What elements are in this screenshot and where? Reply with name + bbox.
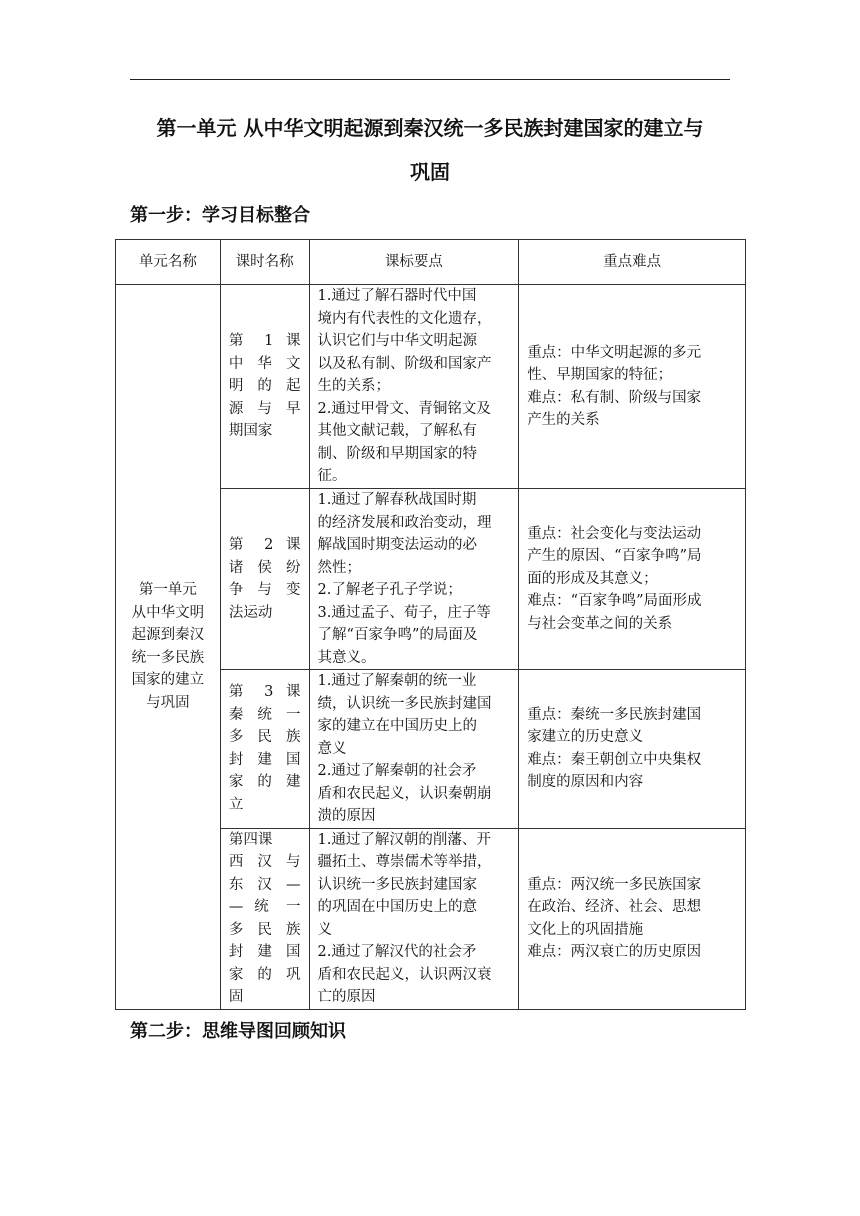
focus-line: 性、早期国家的特征； bbox=[527, 367, 673, 383]
unit-name-line: 起源到秦汉 bbox=[131, 627, 205, 644]
points-line: 认识它们与中华文明起源 bbox=[317, 333, 478, 350]
lesson-line: 第 3 课 bbox=[228, 684, 301, 701]
points-line: 的巩固在中国历史上的意 bbox=[317, 899, 478, 915]
lesson-line: 固 bbox=[228, 989, 244, 1005]
points-line: 以及私有制、阶级和国家产 bbox=[317, 355, 492, 372]
unit-name-cell bbox=[116, 285, 221, 1010]
points-line: 亡的原因 bbox=[317, 989, 376, 1005]
page-title-line2: 巩固 bbox=[410, 160, 450, 184]
points-line: 认识统一多民族封建国家 bbox=[317, 876, 478, 893]
unit-name-line: 第一单元 bbox=[138, 582, 197, 599]
points-line: 溃的原因 bbox=[317, 808, 376, 824]
lesson-line: 第四课 bbox=[228, 831, 273, 848]
lesson-line: 秦 统 一 bbox=[228, 706, 301, 723]
page-title-line1: 第一单元 从中华文明起源到秦汉统一多民族封建国家的建立与 bbox=[156, 116, 704, 140]
points-line: 1.通过了解石器时代中国 bbox=[317, 288, 477, 305]
lesson-line: 封 建 国 bbox=[228, 944, 301, 960]
lesson-line: 争 与 变 bbox=[228, 582, 301, 598]
lesson-line: 西 汉 与 bbox=[228, 854, 301, 870]
lesson-line: 明 的 起 bbox=[228, 378, 301, 395]
step2-heading: 第二步：思维导图回顾知识 bbox=[130, 1021, 346, 1042]
points-line: 境内有代表性的文化遗存， bbox=[317, 310, 492, 327]
header-key-points: 课标要点 bbox=[309, 240, 519, 285]
focus-line: 产生的关系 bbox=[527, 412, 600, 428]
table-header-row bbox=[116, 240, 746, 285]
points-line: 1.通过了解汉朝的削藩、开 bbox=[317, 831, 491, 848]
focus-line: 重点：秦统一多民族封建国 bbox=[527, 706, 702, 723]
points-line: 解战国时期变法运动的必 bbox=[317, 537, 478, 553]
lesson-line: 多 民 族 bbox=[228, 729, 301, 746]
points-line: 盾和农民起义，认识秦朝崩 bbox=[317, 785, 492, 802]
points-line: 2.通过甲骨文、青铜铭文及 bbox=[317, 400, 491, 417]
points-line: 然性； bbox=[317, 559, 362, 576]
key-points-cell bbox=[309, 670, 519, 829]
header-lesson-name: 课时名称 bbox=[220, 240, 309, 285]
focus-line: 在政治、经济、社会、思想 bbox=[527, 899, 702, 915]
lesson-line: 第 1 课 bbox=[228, 333, 301, 350]
unit-name-line: 国家的建立 bbox=[131, 672, 205, 689]
points-line: 2.了解老子孔子学说； bbox=[317, 582, 462, 598]
focus-line: 难点：私有制、阶级与国家 bbox=[527, 389, 702, 406]
points-line: 绩，认识统一多民族封建国 bbox=[317, 695, 492, 712]
points-line: 2.通过了解秦朝的社会矛 bbox=[317, 763, 477, 779]
lesson-line: 中 华 文 bbox=[228, 355, 301, 372]
lesson-line: 封 建 国 bbox=[228, 751, 301, 768]
focus-line: 重点：社会变化与变法运动 bbox=[527, 525, 702, 542]
points-line: 其他文献记载，了解私有 bbox=[317, 423, 478, 440]
focus-line: 产生的原因、“百家争鸣”局 bbox=[527, 548, 702, 565]
focus-difficulty-cell bbox=[519, 670, 746, 829]
focus-difficulty-cell bbox=[519, 285, 746, 489]
points-line: 征。 bbox=[317, 468, 347, 485]
lesson-name-cell bbox=[220, 285, 309, 489]
lesson-line: 家 的 巩 bbox=[228, 966, 301, 983]
points-line: 制、阶级和早期国家的特 bbox=[317, 445, 478, 462]
points-line: 1.通过了解春秋战国时期 bbox=[317, 492, 477, 508]
learning-goals-table bbox=[115, 239, 746, 1010]
focus-line: 重点：两汉统一多民族国家 bbox=[527, 876, 702, 893]
header-focus-difficulty: 重点难点 bbox=[519, 240, 746, 285]
key-points-cell bbox=[309, 489, 519, 670]
key-points-cell bbox=[309, 285, 519, 489]
unit-name-line: 与巩固 bbox=[146, 694, 190, 711]
focus-line: 面的形成及其意义； bbox=[527, 570, 658, 587]
focus-line: 难点：两汉衰亡的历史原因 bbox=[527, 944, 702, 960]
unit-name-line: 统一多民族 bbox=[131, 649, 205, 666]
focus-line: 家建立的历史意义 bbox=[527, 729, 644, 746]
lesson-line: 第 2 课 bbox=[228, 537, 301, 553]
focus-line: 难点：“百家争鸣”局面形成 bbox=[527, 593, 702, 610]
lesson-name-cell bbox=[220, 828, 309, 1009]
table-row bbox=[116, 285, 746, 489]
lesson-line: 源 与 早 bbox=[228, 400, 301, 417]
key-points-cell bbox=[309, 828, 519, 1009]
points-line: 了解“百家争鸣”的局面及 bbox=[317, 627, 478, 643]
focus-difficulty-cell bbox=[519, 489, 746, 670]
points-line: 盾和农民起义，认识两汉衰 bbox=[317, 966, 492, 983]
points-line: 意义 bbox=[317, 740, 347, 757]
lesson-line: 多 民 族 bbox=[228, 921, 301, 938]
focus-line: 与社会变革之间的关系 bbox=[527, 615, 673, 632]
focus-line: 制度的原因和内容 bbox=[527, 774, 644, 791]
points-line: 家的建立在中国历史上的 bbox=[317, 718, 478, 734]
points-line: 2.通过了解汉代的社会矛 bbox=[317, 944, 477, 960]
points-line: 1.通过了解秦朝的统一业 bbox=[317, 673, 477, 689]
points-line: 疆拓土、尊崇儒术等举措， bbox=[317, 854, 492, 870]
lesson-line: — 统 一 bbox=[228, 899, 301, 915]
header-rule bbox=[130, 79, 730, 80]
lesson-line: 家 的 建 bbox=[228, 774, 301, 791]
lesson-line: 法运动 bbox=[228, 604, 273, 621]
lesson-line: 期国家 bbox=[228, 423, 273, 440]
focus-line: 难点：秦王朝创立中央集权 bbox=[527, 751, 702, 768]
lesson-name-cell bbox=[220, 489, 309, 670]
lesson-name-cell bbox=[220, 670, 309, 829]
points-line: 生的关系； bbox=[317, 378, 391, 395]
points-line: 其意义。 bbox=[317, 649, 376, 666]
focus-difficulty-cell bbox=[519, 828, 746, 1009]
lesson-line: 立 bbox=[228, 796, 244, 813]
header-unit-name: 单元名称 bbox=[116, 240, 221, 285]
lesson-line: 东 汉 — bbox=[228, 876, 301, 893]
step1-heading: 第一步：学习目标整合 bbox=[130, 205, 310, 226]
focus-line: 重点：中华文明起源的多元 bbox=[527, 344, 702, 361]
unit-name-line: 从中华文明 bbox=[131, 604, 205, 621]
focus-line: 文化上的巩固措施 bbox=[527, 921, 644, 938]
points-line: 义 bbox=[317, 921, 333, 938]
points-line: 的经济发展和政治变动，理 bbox=[317, 514, 492, 531]
points-line: 3.通过孟子、荀子，庄子等 bbox=[317, 604, 491, 621]
lesson-line: 诸 侯 纷 bbox=[228, 559, 301, 576]
